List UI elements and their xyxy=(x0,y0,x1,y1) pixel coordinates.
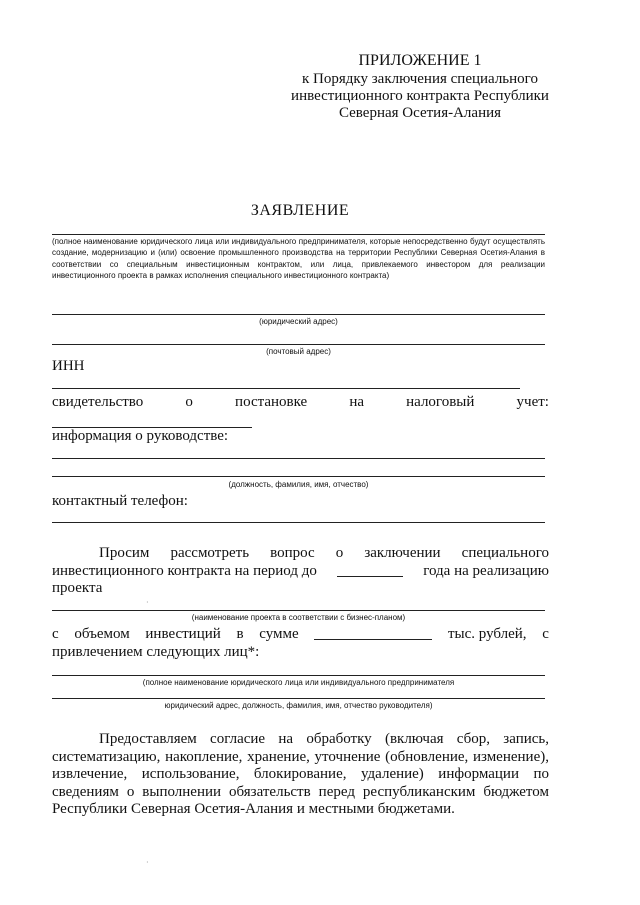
consent-paragraph: Предоставляем согласие на обработку (включая сбор, запись, систематизацию, накопление, хранение, уточнение (обновление, изменение), извлечение, использование, блокирование, удаление) информации по сведениям о выполнении обязательств перед республиканским бюджетом Республики Северная Осетия-Алания и местными бюджетами. xyxy=(52,731,549,817)
tax-certificate-row xyxy=(52,394,549,412)
head-caption: (должность, фамилия, имя, отчество) xyxy=(228,480,369,489)
investment-word: инвестиций xyxy=(145,626,221,642)
request-line2-part2: года на реализацию xyxy=(423,562,549,579)
investment-word: в xyxy=(236,626,244,642)
request-word: заключении xyxy=(364,545,441,561)
tax-word: свидетельство xyxy=(52,394,144,410)
party-caption: (полное наименование юридического лица или индивидуального предпринимателя xyxy=(142,678,455,687)
request-word: вопрос xyxy=(270,545,315,561)
postal-address-caption: (почтовый адрес) xyxy=(266,347,331,356)
request-line2-part1: инвестиционного контракта на период до xyxy=(52,562,317,579)
request-word: о xyxy=(335,545,344,561)
investment-word: объемом xyxy=(74,626,130,642)
investment-line2: привлечением следующих лиц*: xyxy=(52,643,260,660)
investment-paragraph xyxy=(52,626,549,661)
amount-blank xyxy=(314,626,432,640)
phone-label: контактный телефон: xyxy=(52,493,188,509)
head-info-label: информация о руководстве: xyxy=(52,428,229,444)
tax-word: на xyxy=(349,394,364,410)
party-details-line xyxy=(52,698,545,699)
project-caption: (наименование проекта в соответствии с бизнес-планом) xyxy=(191,613,406,622)
appendix-line-3: Северная Осетия-Алания xyxy=(338,105,502,121)
postal-address-line xyxy=(52,344,545,345)
period-blank xyxy=(337,563,403,577)
appendix-line-1: к Порядку заключения специального xyxy=(302,71,538,87)
investment-word: с xyxy=(52,626,59,642)
document-title: ЗАЯВЛЕНИЕ xyxy=(250,202,350,219)
request-word: специального xyxy=(461,545,549,561)
investment-unit-end: с xyxy=(542,626,549,642)
scan-speck: · xyxy=(146,598,149,607)
request-word: рассмотреть xyxy=(170,545,250,561)
party-details-caption: юридический адрес, должность, фамилия, имя, отчество руководителя) xyxy=(164,701,433,710)
tax-word: о xyxy=(185,394,193,410)
party-name-line xyxy=(52,675,545,676)
request-line3: проекта xyxy=(52,580,103,596)
investment-unit: тыс. рублей, xyxy=(447,626,527,642)
investment-word: сумме xyxy=(259,626,299,642)
request-word: Просим xyxy=(99,545,150,561)
phone-line xyxy=(52,522,545,523)
tax-word: учет: xyxy=(516,394,549,410)
head-info-line-1 xyxy=(52,458,545,459)
legal-address-line xyxy=(52,314,545,315)
project-name-line xyxy=(52,610,545,611)
applicant-name-line xyxy=(52,234,545,235)
appendix-number: ПРИЛОЖЕНИЕ 1 xyxy=(358,52,482,69)
legal-address-caption: (юридический адрес) xyxy=(259,317,338,326)
head-info-line-2 xyxy=(52,476,545,477)
inn-label: ИНН xyxy=(52,358,85,374)
appendix-line-2: инвестиционного контракта Республики xyxy=(291,88,549,104)
scan-speck: · xyxy=(146,858,149,867)
tax-word: постановке xyxy=(235,394,308,410)
applicant-caption: (полное наименование юридического лица или индивидуального предпринимателя, которые непосредственно будут осуществлять создание, модернизацию и (или) освоение промышленного производства на территории Республики Северная Осетия-Алания в соответствии со специальным инвестиционным контрактом, или лица, привлекаемого инвестором для реализации инвестиционного проекта в рамках исполнения специального инвестиционного контракта) xyxy=(52,237,545,281)
inn-line xyxy=(52,388,520,389)
tax-word: налоговый xyxy=(406,394,475,410)
request-paragraph xyxy=(52,545,549,598)
appendix-header xyxy=(270,52,570,122)
